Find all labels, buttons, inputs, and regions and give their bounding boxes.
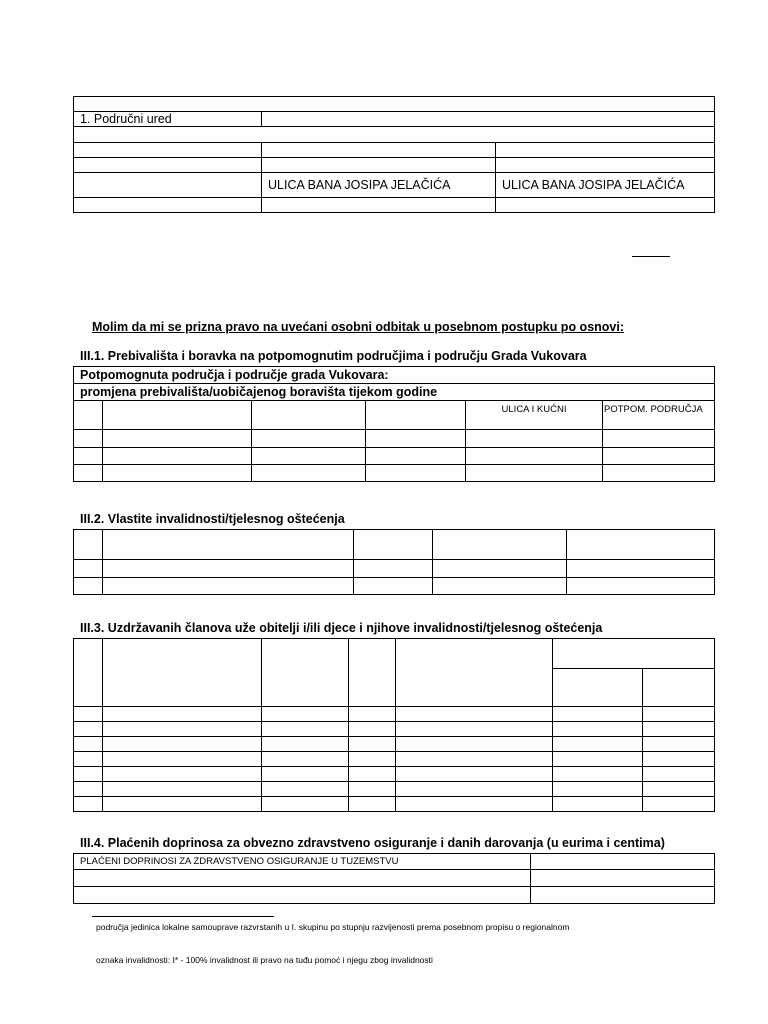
header-cell [496,158,715,173]
header-table [73,96,715,213]
section-3-title: III.3. Uzdržavanih članova uže obitelji i/ili djece i njihove invalidnosti/tjelesnog oštećenja [80,621,603,635]
section-1-title: III.1. Prebivališta i boravka na potpomognutim područjima i području Grada Vukovara [80,349,587,363]
request-text: Molim da mi se prizna pravo na uvećani osobni odbitak u posebnom postupku po osnovi: [92,320,625,334]
section-1-row-areas: Potpomognuta područja i područje grada Vukovara: [74,367,715,384]
section-2-table [73,529,715,595]
table-row[interactable] [74,797,715,812]
section-1-row-change: promjena prebivališta/uobičajenog boravišta tijekom godine [74,384,715,401]
footnote-1: područja jedinica lokalne samouprave razvrstanih u I. skupinu po stupnju razvijenosti prema posebnom propisu o regionalnom [96,922,570,932]
header-cell [262,158,496,173]
table-header-cell [553,639,715,669]
table-row[interactable] [74,578,715,595]
table-row[interactable] [74,430,715,448]
header-cell [74,158,262,173]
footnote-rule [92,916,274,917]
table-header-cell [262,639,349,707]
table-header-cell [252,401,366,430]
contributions-label: PLAĆENI DOPRINOSI ZA ZDRAVSTVENO OSIGURANJE U TUZEMSTVU [74,854,531,870]
table-row[interactable] [74,752,715,767]
header-cell [74,143,262,158]
table-header-cell [74,401,103,430]
header-cell [262,198,496,213]
col-area-header: POTPOM. PODRUČJA [603,401,715,430]
section-4-table [73,853,715,904]
section-3-table [73,638,715,812]
table-header-cell [366,401,466,430]
section-2-title: III.2. Vlastite invalidnosti/tjelesnog oštećenja [80,512,345,526]
table-header-cell [103,401,252,430]
office-label: 1. Područni ured [74,112,262,127]
street-field-right[interactable]: ULICA BANA JOSIPA JELAČIĆA [496,173,715,198]
header-cell [74,173,262,198]
table-row[interactable] [74,722,715,737]
header-cell [496,198,715,213]
header-cell [262,143,496,158]
contributions-amount-field[interactable] [531,854,715,870]
table-row[interactable] [74,560,715,578]
table-row[interactable] [74,767,715,782]
short-rule [632,256,670,257]
table-header-cell [349,639,396,707]
col-street-header: ULICA I KUĆNI [466,401,603,430]
table-header-cell [103,639,262,707]
table-row[interactable] [74,737,715,752]
table-row[interactable] [74,448,715,465]
header-row-empty [74,127,715,143]
header-cell [74,198,262,213]
section-4-title: III.4. Plaćenih doprinosa za obvezno zdravstveno osiguranje i danih darovanja (u eurima i centima) [80,836,665,850]
table-header-cell [396,639,553,707]
table-row[interactable] [74,782,715,797]
street-field-left[interactable]: ULICA BANA JOSIPA JELAČIĆA [262,173,496,198]
table-header-row [74,530,715,560]
table-header-cell [643,669,715,707]
header-cell [496,143,715,158]
footnote-2: oznaka invalidnosti: I* - 100% invalidnost ili pravo na tuđu pomoć i njegu zbog invalidnosti [96,955,433,965]
table-header-cell [553,669,643,707]
table-row[interactable] [74,887,715,904]
table-header-cell [74,639,103,707]
table-row[interactable] [74,707,715,722]
section-1-table [73,366,715,482]
office-value-field[interactable] [262,112,715,127]
table-row[interactable] [74,870,715,887]
table-row[interactable] [74,465,715,482]
header-row-empty [74,97,715,112]
